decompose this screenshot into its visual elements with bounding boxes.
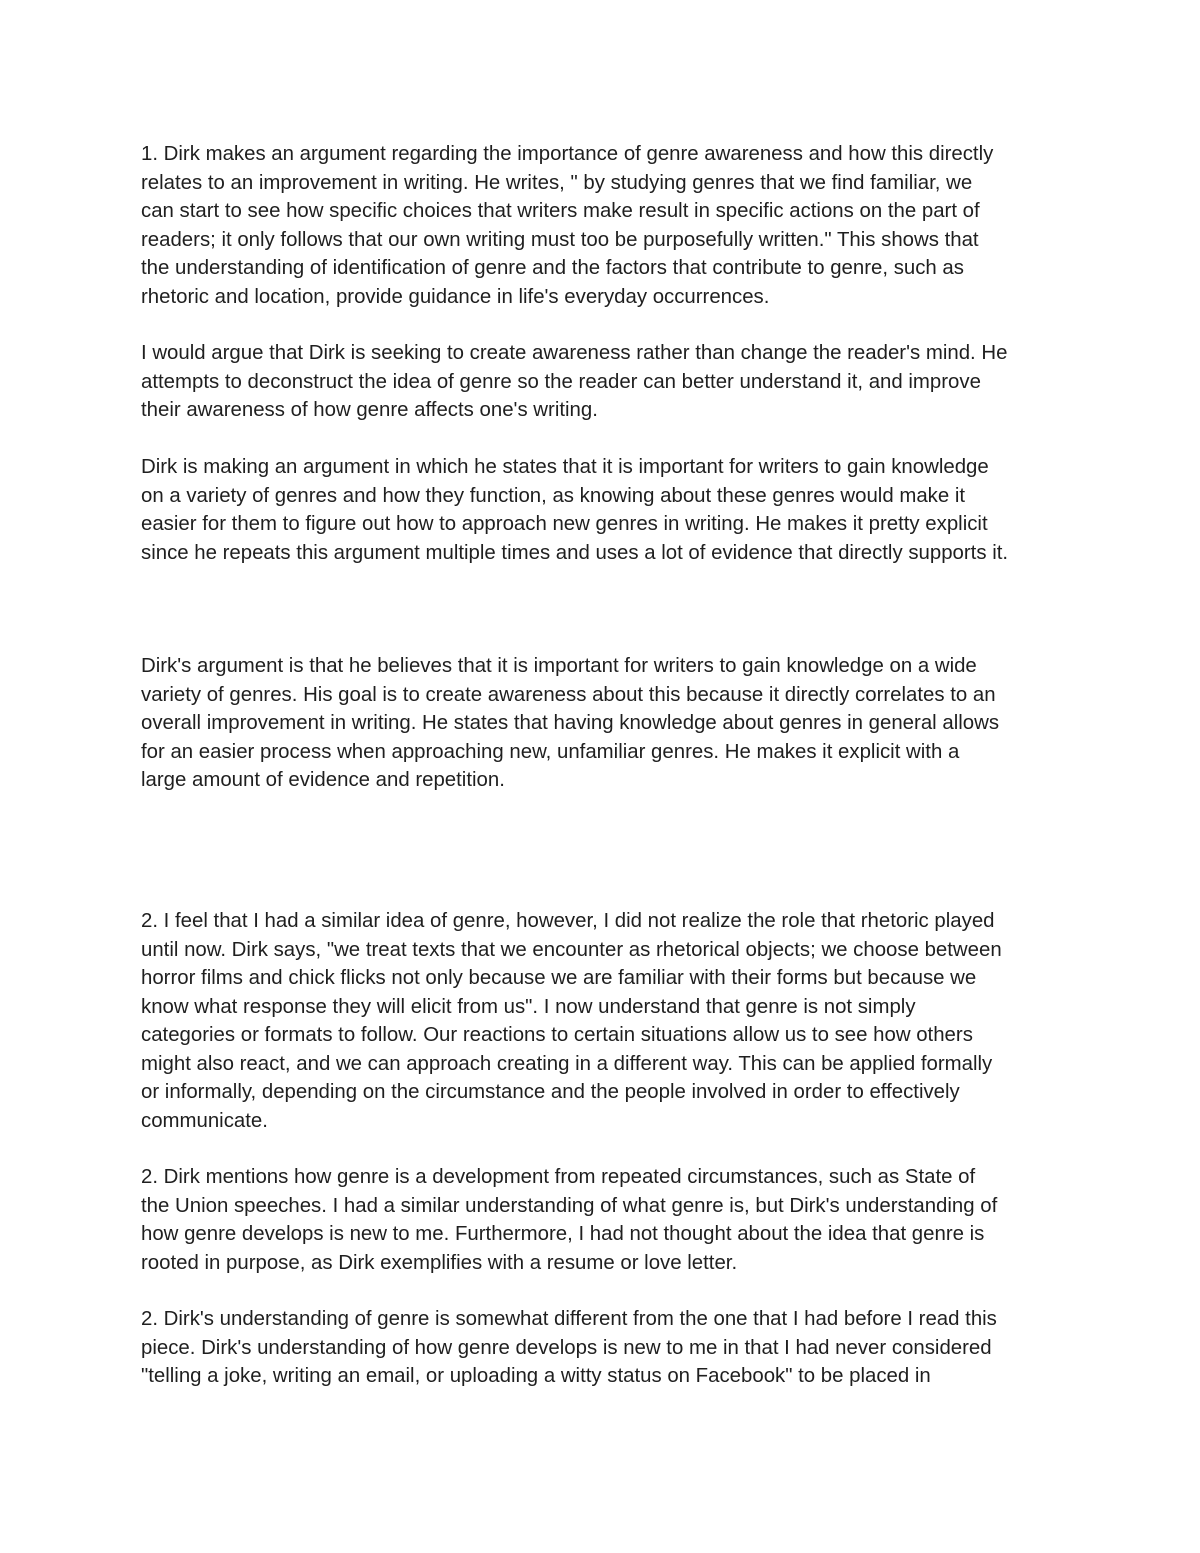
- text-line: for an easier process when approaching new, unfamiliar genres. He makes it explicit with a: [141, 740, 960, 763]
- text-line: or informally, depending on the circumstance and the people involved in order to effectively: [141, 1081, 960, 1103]
- paragraph-awareness: [141, 339, 1081, 425]
- text-line: rooted in purpose, as Dirk exemplifies with a resume or love letter.: [141, 1251, 738, 1274]
- text-line: until now. Dirk says, "we treat texts that we encounter as rhetorical objects; we choose between: [141, 938, 1002, 961]
- text-line: Dirk is making an argument in which he states that it is important for writers to gain knowledge: [141, 456, 989, 478]
- text-line: how genre develops is new to me. Furthermore, I had not thought about the idea that genre is: [141, 1223, 985, 1245]
- text-line: the Union speeches. I had a similar understanding of what genre is, but Dirk's understanding of: [141, 1194, 998, 1217]
- text-line: I would argue that Dirk is seeking to create awareness rather than change the reader's mind. He: [141, 342, 1008, 364]
- text-line: categories or formats to follow. Our reactions to certain situations allow us to see how others: [141, 1024, 973, 1046]
- paragraph-2-repeated-circumstances: [141, 1163, 1081, 1277]
- text-line: Dirk's argument is that he believes that it is important for writers to gain knowledge on a wide: [141, 655, 977, 677]
- text-line: attempts to deconstruct the idea of genre so the reader can better understand it, and improve: [141, 370, 981, 393]
- paragraph-2-understanding: [141, 1305, 1081, 1391]
- text-line: 2. Dirk's understanding of genre is somewhat different from the one that I had before I read this: [141, 1308, 997, 1330]
- text-line: easier for them to figure out how to approach new genres in writing. He makes it pretty explicit: [141, 513, 988, 535]
- text-line: 2. Dirk mentions how genre is a development from repeated circumstances, such as State of: [141, 1166, 976, 1188]
- text-line: horror films and chick flicks not only because we are familiar with their forms but because we: [141, 967, 977, 989]
- text-line: might also react, and we can approach creating in a different way. This can be applied formally: [141, 1052, 993, 1075]
- text-line: communicate.: [141, 1109, 268, 1132]
- text-line: on a variety of genres and how they function, as knowing about these genres would make it: [141, 484, 966, 507]
- paragraph-knowledge: [141, 453, 1081, 567]
- text-line: readers; it only follows that our own writing must too be purposefully written." This shows that: [141, 228, 979, 251]
- text-line: since he repeats this argument multiple times and uses a lot of evidence that directly supports it.: [141, 541, 1009, 564]
- text-line: their awareness of how genre affects one's writing.: [141, 399, 598, 421]
- paragraph-dirks-argument: [141, 652, 1081, 795]
- text-line: can start to see how specific choices that writers make result in specific actions on the part of: [141, 200, 980, 222]
- text-line: the understanding of identification of genre and the factors that contribute to genre, such as: [141, 257, 964, 279]
- paragraph-1-argument: [141, 140, 1081, 311]
- text-line: 2. I feel that I had a similar idea of genre, however, I did not realize the role that rhetoric played: [141, 910, 995, 932]
- text-line: "telling a joke, writing an email, or uploading a witty status on Facebook" to be placed in: [141, 1365, 931, 1387]
- text-line: variety of genres. His goal is to create awareness about this because it directly correlates to an: [141, 683, 996, 706]
- text-line: piece. Dirk's understanding of how genre develops is new to me in that I had never considered: [141, 1336, 992, 1359]
- text-line: know what response they will elicit from us". I now understand that genre is not simply: [141, 995, 916, 1018]
- text-line: large amount of evidence and repetition.: [141, 769, 505, 791]
- text-line: 1. Dirk makes an argument regarding the importance of genre awareness and how this directly: [141, 143, 994, 165]
- paragraph-2-similar-idea: [141, 907, 1081, 1135]
- text-line: overall improvement in writing. He states that having knowledge about genres in general allows: [141, 712, 1000, 734]
- text-line: relates to an improvement in writing. He writes, " by studying genres that we find familiar, we: [141, 171, 973, 194]
- text-line: rhetoric and location, provide guidance in life's everyday occurrences.: [141, 285, 770, 308]
